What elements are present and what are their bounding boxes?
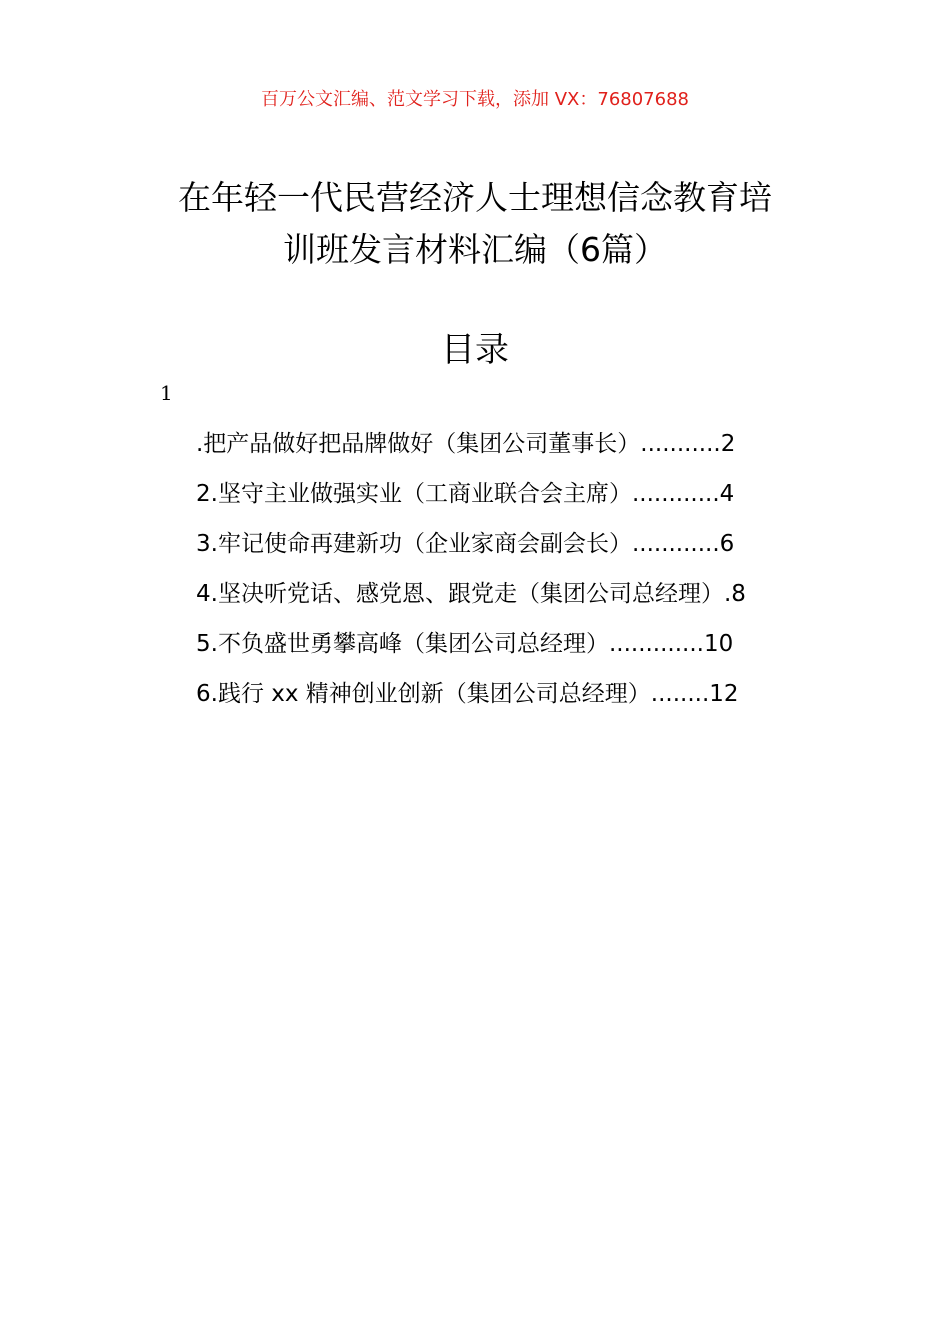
title-line-1: 在年轻一代民营经济人士理想信念教育培 xyxy=(178,178,772,217)
document-title xyxy=(140,172,810,276)
title-line-2: 训班发言材料汇编（6篇） xyxy=(283,230,667,269)
header-note: 百万公文汇编、范文学习下载，添加 VX：76807688 xyxy=(261,89,689,110)
toc-list xyxy=(196,424,806,724)
toc-item[interactable]: 5.不负盛世勇攀高峰（集团公司总经理）.............10 xyxy=(196,631,734,657)
toc-item[interactable]: 6.践行 xx 精神创业创新（集团公司总经理）........12 xyxy=(196,681,739,707)
toc-heading: 目录 xyxy=(441,330,509,370)
page-marker: 1 xyxy=(160,381,173,405)
toc-item[interactable]: 4.坚决听党话、感党恩、跟党走（集团公司总经理）.8 xyxy=(196,581,746,607)
toc-item[interactable]: .把产品做好把品牌做好（集团公司董事长）...........2 xyxy=(196,431,736,457)
toc-item[interactable]: 3.牢记使命再建新功（企业家商会副会长）............6 xyxy=(196,531,735,557)
toc-item[interactable]: 2.坚守主业做强实业（工商业联合会主席）............4 xyxy=(196,481,735,507)
